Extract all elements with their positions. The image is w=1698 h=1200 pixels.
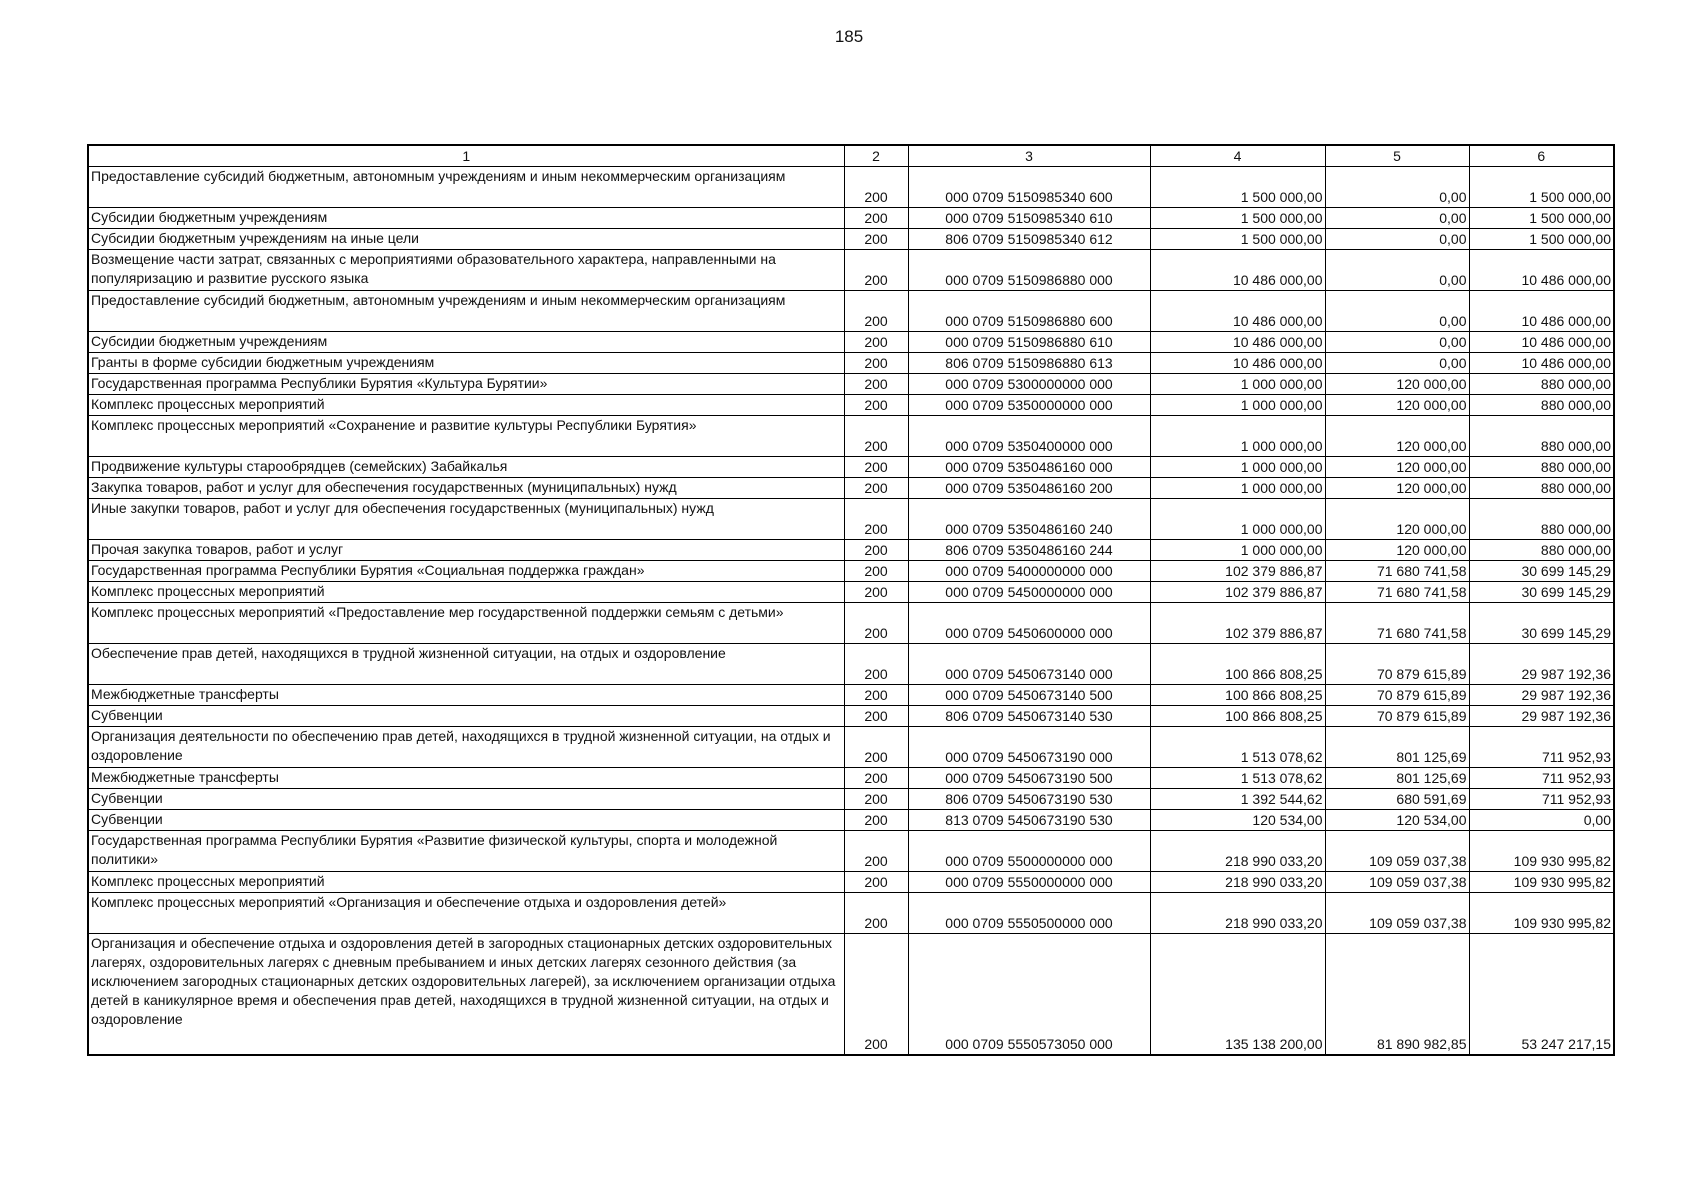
row-amount-col4-cell: 218 990 033,20 [1150, 831, 1325, 872]
row-amount-col5-cell: 0,00 [1325, 208, 1469, 229]
row-amount-col4-cell: 1 513 078,62 [1150, 727, 1325, 768]
row-name-cell: Организация и обеспечение отдыха и оздоровления детей в загородных стационарных детских оздоровительных лагерях, оздоровительных лагерях с дневным пребыванием и иных детских лагерях сезонного действия (за исключением загородных стационарных детских оздоровительных лагерей), за исключением организации отдыха детей в каникулярное время и обеспечения прав детей, находящихся в трудной жизненной ситуации, на отдых и оздоровление [88, 934, 844, 1056]
row-name-cell: Субсидии бюджетным учреждениям на иные цели [88, 229, 844, 250]
row-classification-cell: 000 0709 5450673140 500 [908, 685, 1150, 706]
table-row [88, 934, 1614, 1056]
row-amount-col5-cell: 109 059 037,38 [1325, 872, 1469, 893]
row-amount-col6-cell: 0,00 [1469, 810, 1614, 831]
row-classification-cell: 000 0709 5150986880 000 [908, 250, 1150, 291]
row-amount-col5-cell: 120 000,00 [1325, 457, 1469, 478]
row-code-cell: 200 [844, 872, 908, 893]
row-amount-col4-cell: 102 379 886,87 [1150, 603, 1325, 644]
row-amount-col5-cell: 680 591,69 [1325, 789, 1469, 810]
row-amount-col6-cell: 29 987 192,36 [1469, 644, 1614, 685]
row-name-cell: Гранты в форме субсидии бюджетным учреждениям [88, 353, 844, 374]
row-code-cell: 200 [844, 374, 908, 395]
table-row [88, 872, 1614, 893]
row-classification-cell: 000 0709 5550500000 000 [908, 893, 1150, 934]
column-number: 6 [1469, 145, 1614, 167]
row-name-cell: Комплекс процессных мероприятий «Предоставление мер государственной поддержки семьям с детьми» [88, 603, 844, 644]
row-amount-col6-cell: 30 699 145,29 [1469, 582, 1614, 603]
row-amount-col4-cell: 120 534,00 [1150, 810, 1325, 831]
row-amount-col4-cell: 1 513 078,62 [1150, 768, 1325, 789]
table-row [88, 582, 1614, 603]
row-classification-cell: 806 0709 5150985340 612 [908, 229, 1150, 250]
row-name-cell: Возмещение части затрат, связанных с мероприятиями образовательного характера, направленными на популяризацию и развитие русского языка [88, 250, 844, 291]
row-amount-col6-cell: 109 930 995,82 [1469, 831, 1614, 872]
row-amount-col6-cell: 109 930 995,82 [1469, 872, 1614, 893]
row-amount-col6-cell: 880 000,00 [1469, 540, 1614, 561]
row-amount-col5-cell: 70 879 615,89 [1325, 685, 1469, 706]
table-row [88, 499, 1614, 540]
row-code-cell: 200 [844, 208, 908, 229]
row-name-cell: Комплекс процессных мероприятий [88, 872, 844, 893]
row-code-cell: 200 [844, 582, 908, 603]
table-row [88, 789, 1614, 810]
row-amount-col5-cell: 801 125,69 [1325, 768, 1469, 789]
row-amount-col6-cell: 880 000,00 [1469, 416, 1614, 457]
row-amount-col5-cell: 120 000,00 [1325, 416, 1469, 457]
row-amount-col4-cell: 1 500 000,00 [1150, 229, 1325, 250]
row-amount-col5-cell: 71 680 741,58 [1325, 582, 1469, 603]
row-name-cell: Иные закупки товаров, работ и услуг для обеспечения государственных (муниципальных) нужд [88, 499, 844, 540]
table-row [88, 810, 1614, 831]
row-amount-col4-cell: 1 000 000,00 [1150, 457, 1325, 478]
row-amount-col4-cell: 100 866 808,25 [1150, 706, 1325, 727]
row-amount-col5-cell: 801 125,69 [1325, 727, 1469, 768]
row-amount-col5-cell: 120 000,00 [1325, 540, 1469, 561]
row-code-cell: 200 [844, 395, 908, 416]
row-name-cell: Закупка товаров, работ и услуг для обеспечения государственных (муниципальных) нужд [88, 478, 844, 499]
row-code-cell: 200 [844, 768, 908, 789]
column-number: 1 [88, 145, 844, 167]
page-number: 185 [834, 27, 864, 46]
row-name-cell: Субвенции [88, 706, 844, 727]
table-row [88, 374, 1614, 395]
row-code-cell: 200 [844, 831, 908, 872]
table-row [88, 478, 1614, 499]
row-name-cell: Государственная программа Республики Бурятия «Развитие физической культуры, спорта и молодежной политики» [88, 831, 844, 872]
row-amount-col6-cell: 109 930 995,82 [1469, 893, 1614, 934]
budget-table [87, 144, 1615, 1056]
row-amount-col6-cell: 30 699 145,29 [1469, 561, 1614, 582]
table-row [88, 540, 1614, 561]
row-amount-col4-cell: 10 486 000,00 [1150, 291, 1325, 332]
row-code-cell: 200 [844, 416, 908, 457]
row-name-cell: Продвижение культуры старообрядцев (семейских) Забайкалья [88, 457, 844, 478]
row-classification-cell: 000 0709 5150985340 610 [908, 208, 1150, 229]
table-row [88, 727, 1614, 768]
row-amount-col5-cell: 0,00 [1325, 332, 1469, 353]
row-classification-cell: 000 0709 5350000000 000 [908, 395, 1150, 416]
row-code-cell: 200 [844, 457, 908, 478]
row-code-cell: 200 [844, 644, 908, 685]
row-amount-col6-cell: 10 486 000,00 [1469, 353, 1614, 374]
row-amount-col6-cell: 1 500 000,00 [1469, 208, 1614, 229]
column-number-row [88, 145, 1614, 167]
row-amount-col6-cell: 29 987 192,36 [1469, 685, 1614, 706]
row-name-cell: Комплекс процессных мероприятий «Организация и обеспечение отдыха и оздоровления детей» [88, 893, 844, 934]
table-row [88, 208, 1614, 229]
row-amount-col5-cell: 70 879 615,89 [1325, 644, 1469, 685]
row-amount-col5-cell: 120 000,00 [1325, 499, 1469, 540]
row-classification-cell: 000 0709 5150986880 600 [908, 291, 1150, 332]
row-code-cell: 200 [844, 685, 908, 706]
row-amount-col6-cell: 1 500 000,00 [1469, 167, 1614, 208]
row-amount-col5-cell: 120 000,00 [1325, 478, 1469, 499]
row-code-cell: 200 [844, 291, 908, 332]
table-row [88, 291, 1614, 332]
row-amount-col6-cell: 711 952,93 [1469, 789, 1614, 810]
table-row [88, 229, 1614, 250]
row-amount-col4-cell: 218 990 033,20 [1150, 893, 1325, 934]
row-amount-col6-cell: 53 247 217,15 [1469, 934, 1614, 1056]
row-code-cell: 200 [844, 561, 908, 582]
row-code-cell: 200 [844, 893, 908, 934]
row-name-cell: Межбюджетные трансферты [88, 768, 844, 789]
row-classification-cell: 000 0709 5500000000 000 [908, 831, 1150, 872]
row-amount-col4-cell: 135 138 200,00 [1150, 934, 1325, 1056]
row-amount-col5-cell: 0,00 [1325, 167, 1469, 208]
row-amount-col6-cell: 880 000,00 [1469, 374, 1614, 395]
row-code-cell: 200 [844, 250, 908, 291]
row-name-cell: Субвенции [88, 789, 844, 810]
row-amount-col5-cell: 120 534,00 [1325, 810, 1469, 831]
row-code-cell: 200 [844, 478, 908, 499]
row-amount-col4-cell: 1 000 000,00 [1150, 478, 1325, 499]
row-code-cell: 200 [844, 727, 908, 768]
row-amount-col6-cell: 29 987 192,36 [1469, 706, 1614, 727]
row-amount-col5-cell: 0,00 [1325, 353, 1469, 374]
row-amount-col4-cell: 1 500 000,00 [1150, 208, 1325, 229]
row-classification-cell: 000 0709 5550000000 000 [908, 872, 1150, 893]
column-number: 4 [1150, 145, 1325, 167]
table-row [88, 603, 1614, 644]
row-code-cell: 200 [844, 603, 908, 644]
row-amount-col4-cell: 218 990 033,20 [1150, 872, 1325, 893]
row-amount-col6-cell: 880 000,00 [1469, 395, 1614, 416]
row-amount-col6-cell: 880 000,00 [1469, 478, 1614, 499]
row-code-cell: 200 [844, 499, 908, 540]
row-amount-col4-cell: 1 000 000,00 [1150, 540, 1325, 561]
row-classification-cell: 000 0709 5450673190 500 [908, 768, 1150, 789]
row-code-cell: 200 [844, 540, 908, 561]
row-classification-cell: 000 0709 5450673140 000 [908, 644, 1150, 685]
row-name-cell: Субсидии бюджетным учреждениям [88, 208, 844, 229]
row-code-cell: 200 [844, 332, 908, 353]
row-amount-col5-cell: 120 000,00 [1325, 395, 1469, 416]
table-row [88, 561, 1614, 582]
column-number: 3 [908, 145, 1150, 167]
row-name-cell: Субсидии бюджетным учреждениям [88, 332, 844, 353]
table-row [88, 416, 1614, 457]
table-row [88, 395, 1614, 416]
row-name-cell: Обеспечение прав детей, находящихся в трудной жизненной ситуации, на отдых и оздоровление [88, 644, 844, 685]
row-amount-col6-cell: 10 486 000,00 [1469, 332, 1614, 353]
row-name-cell: Комплекс процессных мероприятий [88, 395, 844, 416]
row-amount-col5-cell: 70 879 615,89 [1325, 706, 1469, 727]
row-name-cell: Комплекс процессных мероприятий [88, 582, 844, 603]
table-row [88, 768, 1614, 789]
row-classification-cell: 000 0709 5550573050 000 [908, 934, 1150, 1056]
row-amount-col5-cell: 0,00 [1325, 250, 1469, 291]
table-row [88, 167, 1614, 208]
row-name-cell: Предоставление субсидий бюджетным, автономным учреждениям и иным некоммерческим организациям [88, 291, 844, 332]
row-code-cell: 200 [844, 934, 908, 1056]
row-classification-cell: 000 0709 5150986880 610 [908, 332, 1150, 353]
row-amount-col4-cell: 1 500 000,00 [1150, 167, 1325, 208]
row-amount-col4-cell: 1 000 000,00 [1150, 499, 1325, 540]
row-amount-col5-cell: 120 000,00 [1325, 374, 1469, 395]
row-amount-col4-cell: 102 379 886,87 [1150, 582, 1325, 603]
row-classification-cell: 000 0709 5450673190 000 [908, 727, 1150, 768]
row-amount-col6-cell: 30 699 145,29 [1469, 603, 1614, 644]
row-amount-col5-cell: 109 059 037,38 [1325, 831, 1469, 872]
row-amount-col6-cell: 711 952,93 [1469, 768, 1614, 789]
row-classification-cell: 000 0709 5400000000 000 [908, 561, 1150, 582]
table-row [88, 250, 1614, 291]
row-amount-col6-cell: 10 486 000,00 [1469, 291, 1614, 332]
row-name-cell: Организация деятельности по обеспечению прав детей, находящихся в трудной жизненной ситуации, на отдых и оздоровление [88, 727, 844, 768]
row-amount-col5-cell: 81 890 982,85 [1325, 934, 1469, 1056]
row-classification-cell: 813 0709 5450673190 530 [908, 810, 1150, 831]
row-classification-cell: 000 0709 5450600000 000 [908, 603, 1150, 644]
row-amount-col4-cell: 102 379 886,87 [1150, 561, 1325, 582]
row-amount-col5-cell: 0,00 [1325, 291, 1469, 332]
table-row [88, 831, 1614, 872]
row-code-cell: 200 [844, 167, 908, 208]
row-amount-col5-cell: 0,00 [1325, 229, 1469, 250]
row-amount-col4-cell: 10 486 000,00 [1150, 332, 1325, 353]
row-amount-col4-cell: 10 486 000,00 [1150, 353, 1325, 374]
row-classification-cell: 000 0709 5450000000 000 [908, 582, 1150, 603]
row-name-cell: Межбюджетные трансферты [88, 685, 844, 706]
row-amount-col4-cell: 1 392 544,62 [1150, 789, 1325, 810]
row-amount-col6-cell: 10 486 000,00 [1469, 250, 1614, 291]
row-classification-cell: 806 0709 5350486160 244 [908, 540, 1150, 561]
row-classification-cell: 000 0709 5350486160 240 [908, 499, 1150, 540]
table-row [88, 893, 1614, 934]
row-amount-col6-cell: 1 500 000,00 [1469, 229, 1614, 250]
row-classification-cell: 000 0709 5350486160 000 [908, 457, 1150, 478]
row-code-cell: 200 [844, 810, 908, 831]
row-name-cell: Субвенции [88, 810, 844, 831]
row-classification-cell: 806 0709 5450673140 530 [908, 706, 1150, 727]
row-amount-col6-cell: 711 952,93 [1469, 727, 1614, 768]
column-number: 5 [1325, 145, 1469, 167]
row-code-cell: 200 [844, 789, 908, 810]
table-row [88, 685, 1614, 706]
row-name-cell: Государственная программа Республики Бурятия «Социальная поддержка граждан» [88, 561, 844, 582]
table-row [88, 353, 1614, 374]
row-code-cell: 200 [844, 353, 908, 374]
row-code-cell: 200 [844, 229, 908, 250]
row-amount-col5-cell: 109 059 037,38 [1325, 893, 1469, 934]
row-classification-cell: 806 0709 5450673190 530 [908, 789, 1150, 810]
row-amount-col4-cell: 100 866 808,25 [1150, 685, 1325, 706]
row-amount-col6-cell: 880 000,00 [1469, 499, 1614, 540]
row-name-cell: Предоставление субсидий бюджетным, автономным учреждениям и иным некоммерческим организациям [88, 167, 844, 208]
row-amount-col5-cell: 71 680 741,58 [1325, 561, 1469, 582]
row-amount-col4-cell: 100 866 808,25 [1150, 644, 1325, 685]
row-classification-cell: 000 0709 5350400000 000 [908, 416, 1150, 457]
row-amount-col4-cell: 10 486 000,00 [1150, 250, 1325, 291]
row-name-cell: Комплекс процессных мероприятий «Сохранение и развитие культуры Республики Бурятия» [88, 416, 844, 457]
row-code-cell: 200 [844, 706, 908, 727]
row-amount-col4-cell: 1 000 000,00 [1150, 416, 1325, 457]
table-row [88, 457, 1614, 478]
row-classification-cell: 806 0709 5150986880 613 [908, 353, 1150, 374]
row-amount-col4-cell: 1 000 000,00 [1150, 374, 1325, 395]
row-name-cell: Прочая закупка товаров, работ и услуг [88, 540, 844, 561]
row-classification-cell: 000 0709 5150985340 600 [908, 167, 1150, 208]
row-classification-cell: 000 0709 5350486160 200 [908, 478, 1150, 499]
row-amount-col4-cell: 1 000 000,00 [1150, 395, 1325, 416]
column-number: 2 [844, 145, 908, 167]
table-row [88, 332, 1614, 353]
row-amount-col6-cell: 880 000,00 [1469, 457, 1614, 478]
table-row [88, 706, 1614, 727]
row-name-cell: Государственная программа Республики Бурятия «Культура Бурятии» [88, 374, 844, 395]
table-row [88, 644, 1614, 685]
row-classification-cell: 000 0709 5300000000 000 [908, 374, 1150, 395]
row-amount-col5-cell: 71 680 741,58 [1325, 603, 1469, 644]
